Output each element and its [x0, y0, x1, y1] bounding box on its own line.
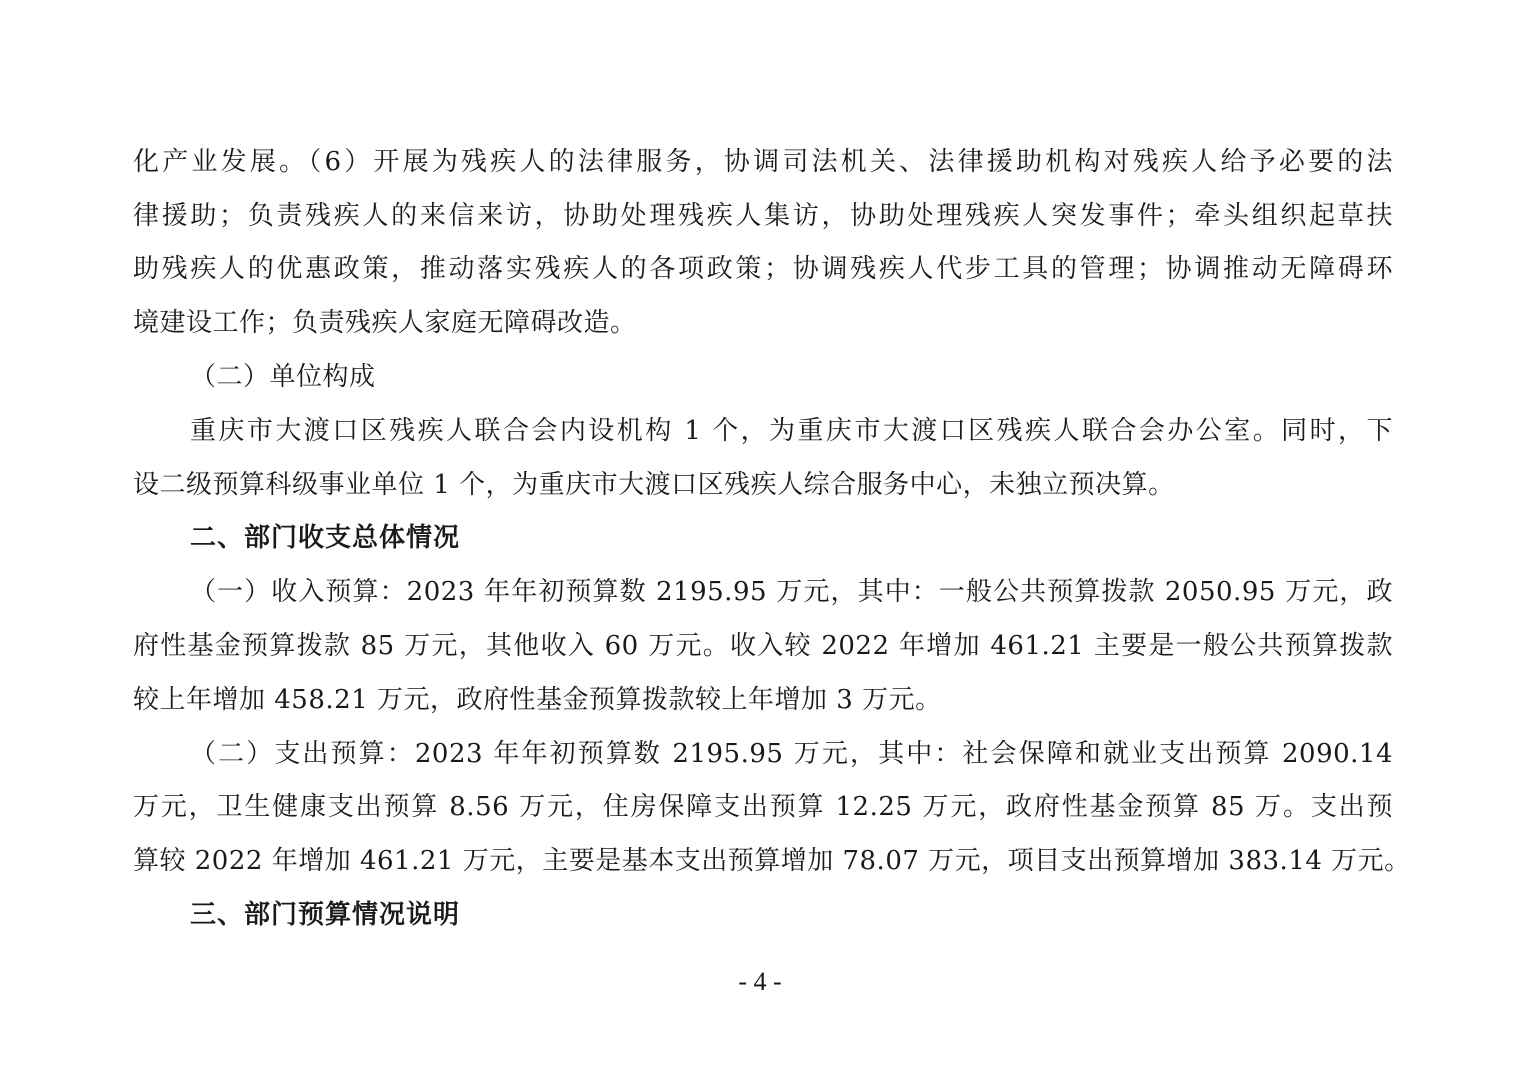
paragraph-line: （一）收入预算：2023 年年初预算数 2195.95 万元，其中：一般公共预算拨款 2050.95 万元，政: [190, 577, 1393, 607]
paragraph-line: 化产业发展。（6）开展为残疾人的法律服务，协调司法机关、法律援助机构对残疾人给予必要的法: [133, 147, 1393, 177]
paragraph-line: 设二级预算科级事业单位 1 个，为重庆市大渡口区残疾人综合服务中心，未独立预决算。: [133, 470, 1175, 500]
page-number: - 4 -: [738, 967, 782, 996]
paragraph-line: 境建设工作；负责残疾人家庭无障碍改造。: [133, 308, 637, 338]
subheading-unit-composition: （二）单位构成: [190, 362, 376, 392]
paragraph-line: （二）支出预算：2023 年年初预算数 2195.95 万元，其中：社会保障和就业支出预算 2090.14: [190, 739, 1393, 769]
paragraph-line: 重庆市大渡口区残疾人联合会内设机构 1 个，为重庆市大渡口区残疾人联合会办公室。同时，下: [190, 416, 1393, 446]
section-heading: 三、部门预算情况说明: [190, 900, 461, 930]
paragraph-line: 算较 2022 年增加 461.21 万元，主要是基本支出预算增加 78.07 万元，项目支出预算增加 383.14 万元。: [133, 846, 1411, 876]
paragraph-line: 较上年增加 458.21 万元，政府性基金预算拨款较上年增加 3 万元。: [133, 685, 942, 715]
paragraph-line: 律援助；负责残疾人的来信来访，协助处理残疾人集访，协助处理残疾人突发事件；牵头组织起草扶: [133, 201, 1393, 231]
paragraph-line: 府性基金预算拨款 85 万元，其他收入 60 万元。收入较 2022 年增加 461.21 主要是一般公共预算拨款: [133, 631, 1393, 661]
paragraph-line: 助残疾人的优惠政策，推动落实残疾人的各项政策；协调残疾人代步工具的管理；协调推动无障碍环: [133, 254, 1393, 284]
paragraph-line: 万元，卫生健康支出预算 8.56 万元，住房保障支出预算 12.25 万元，政府性基金预算 85 万。支出预: [133, 792, 1393, 822]
section-heading: 二、部门收支总体情况: [190, 523, 461, 553]
